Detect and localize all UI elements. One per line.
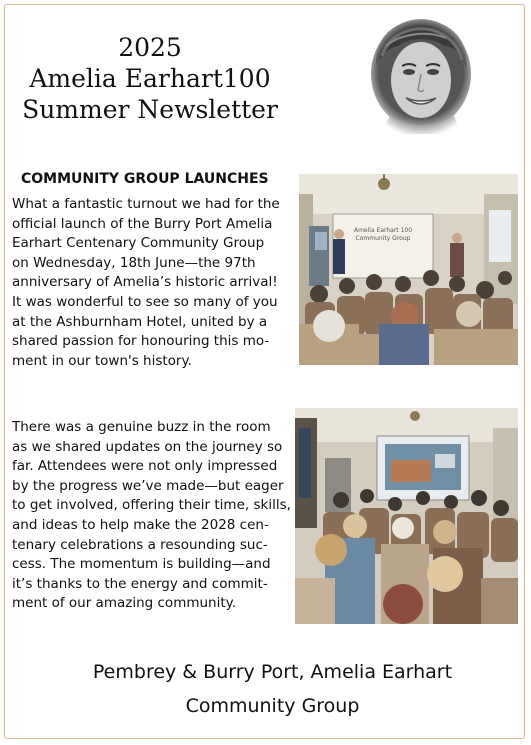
paragraph-line: What a fantastic turnout we had for the (12, 196, 280, 212)
paragraph-line: far. Attendees were not only impressed (12, 458, 278, 475)
amelia-earhart-portrait (366, 16, 476, 134)
paragraph-line: and ideas to help make the 2028 cen- (12, 516, 269, 533)
paragraph-line: by the progress we’ve made—but eager (12, 477, 284, 494)
paragraph-line: official launch of the Burry Port Amelia (12, 215, 273, 232)
newsletter-title (12, 32, 288, 125)
footer-org-name-line-1: Pembrey & Burry Port, Amelia Earhart (92, 661, 453, 683)
article-heading: COMMUNITY GROUP LAUNCHES (21, 171, 269, 187)
audience-photo (295, 408, 518, 624)
slide-text-line-2: Community Group (355, 235, 411, 242)
paragraph-line: anniversary of Amelia’s historic arrival! (12, 274, 278, 291)
paragraph-line: It was wonderful to see so many of you (12, 293, 278, 310)
title-line-2: Amelia Earhart100 (29, 64, 271, 93)
paragraph-line: as we shared updates on the journey so (12, 438, 283, 455)
paragraph-line: Earhart Centenary Community Group (12, 235, 265, 252)
paragraph-line: There was a genuine buzz in the room (12, 419, 271, 435)
paragraph-line: it’s thanks to the energy and commit- (12, 575, 268, 592)
slide-text-line-1: Amelia Earhart 100 (353, 227, 413, 234)
title-line-3: Summer Newsletter (22, 95, 278, 124)
title-year: 2025 (118, 33, 182, 62)
paragraph-line: ment of our amazing community. (12, 595, 237, 612)
launch-event-photo (299, 174, 518, 365)
paragraph-line: shared passion for honouring this mo- (12, 333, 270, 350)
article-paragraph-1 (12, 195, 294, 371)
paragraph-line: on Wednesday, 18th June—the 97th (12, 254, 256, 271)
paragraph-line: ment in our town's history. (12, 352, 192, 369)
article-paragraph-2 (12, 418, 294, 614)
launch-event-photo-image (299, 174, 518, 365)
audience-photo-image (295, 408, 518, 624)
paragraph-line: at the Ashburnham Hotel, united by a (12, 313, 268, 330)
paragraph-line: tenary celebrations a resounding suc- (12, 536, 268, 553)
paragraph-line: to get involved, offering their time, skills, (12, 497, 291, 514)
paragraph-line: cess. The momentum is building—and (12, 556, 271, 573)
footer-org-name-line-2: Community Group (185, 695, 360, 717)
